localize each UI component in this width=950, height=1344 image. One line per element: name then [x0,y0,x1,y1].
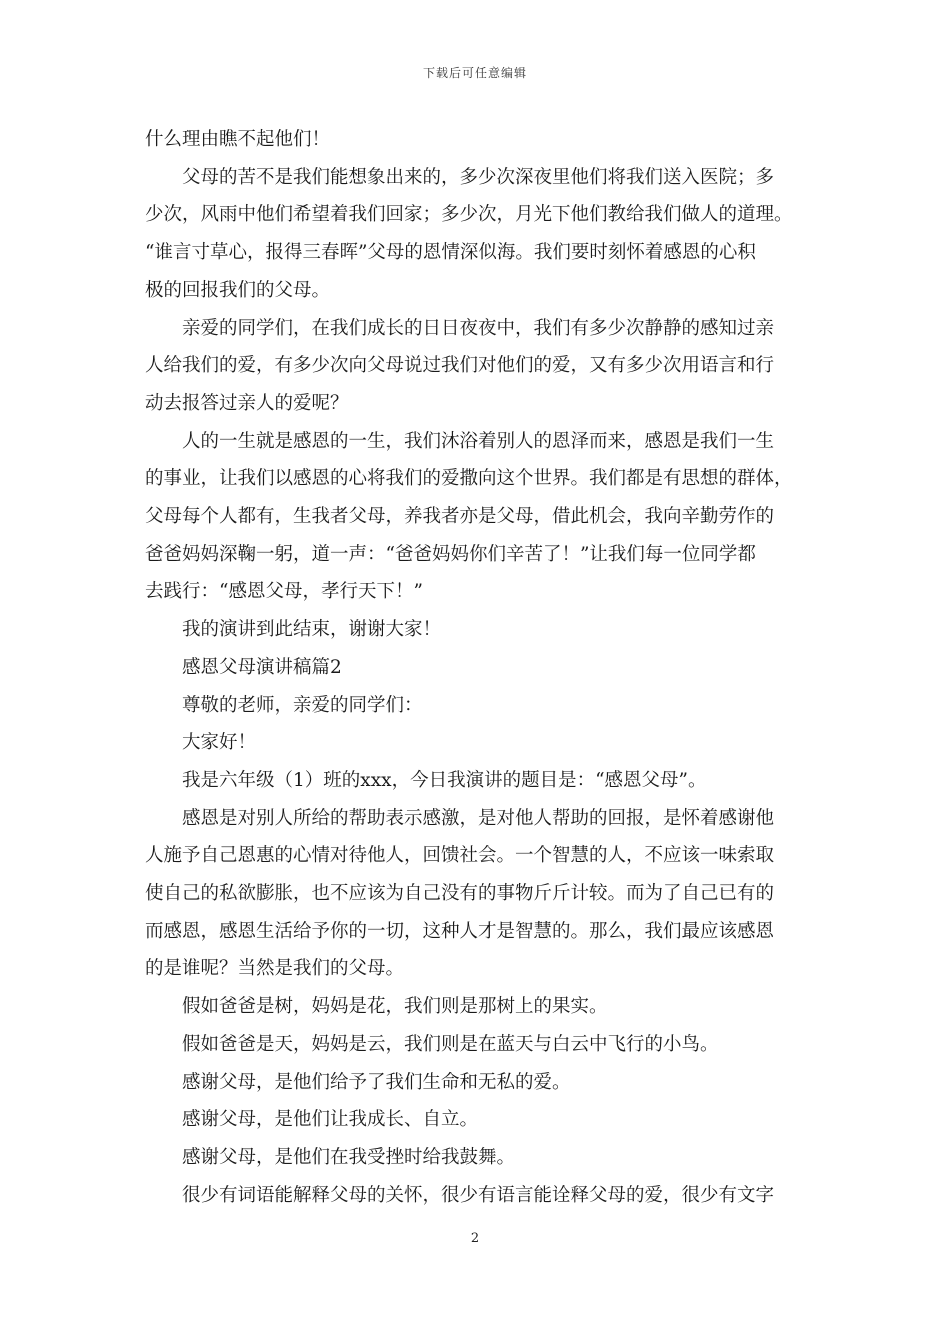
text-line: 假如爸爸是天，妈妈是云，我们则是在蓝天与白云中飞行的小鸟。 [182,1033,719,1055]
text-line: 尊敬的老师，亲爱的同学们： [182,694,423,716]
text-line: 而感恩，感恩生活给予你的一切，这种人才是智慧的。那么，我们最应该感恩 [145,920,775,942]
text-line: 感谢父母，是他们在我受挫时给我鼓舞。 [182,1146,516,1168]
text-line: 使自己的私欲膨胀，也不应该为自己没有的事物斤斤计较。而为了自己已有的 [145,883,775,905]
text-line: 父母每个人都有，生我者父母，养我者亦是父母，借此机会，我向辛勤劳作的 [145,506,775,528]
text-line: 亲爱的同学们，在我们成长的日日夜夜中，我们有多少次静静的感知过亲 [182,317,775,339]
text-line: “谁言寸草心，报得三春晖”父母的恩情深似海。我们要时刻怀着感恩的心积 [145,242,756,264]
text-line: 我是六年级（1）班的xxx，今日我演讲的题目是：“感恩父母”。 [182,769,707,791]
text-line: 动去报答过亲人的爱呢？ [145,392,349,414]
text-line: 什么理由瞧不起他们！ [145,129,331,150]
text-line: 感谢父母，是他们让我成长、自立。 [182,1109,479,1131]
text-line: 的事业，让我们以感恩的心将我们的爱撒向这个世界。我们都是有思想的群体， [145,468,793,490]
page-number: 2 [470,1231,480,1246]
text-line: 感恩父母演讲稿篇2 [182,656,342,678]
text-line: 极的回报我们的父母。 [145,279,331,301]
text-line: 爸爸妈妈深鞠一躬，道一声：“爸爸妈妈你们辛苦了！”让我们每一位同学都 [145,543,756,565]
text-line: 的是谁呢？当然是我们的父母。 [145,958,405,980]
text-line: 人给我们的爱，有多少次向父母说过我们对他们的爱，又有多少次用语言和行 [145,355,775,377]
text-line: 大家好！ [182,732,257,754]
text-line: 少次，风雨中他们希望着我们回家；多少次，月光下他们教给我们做人的道理。 [145,204,793,226]
text-line: 我的演讲到此结束，谢谢大家！ [182,619,442,641]
text-line: 人施予自己恩惠的心情对待他人，回馈社会。一个智慧的人，不应该一味索取 [145,845,775,867]
text-line: 感恩是对别人所给的帮助表示感激，是对他人帮助的回报，是怀着感谢他 [182,807,775,829]
page-header: 下载后可任意编辑 [422,66,527,80]
text-line: 人的一生就是感恩的一生，我们沐浴着别人的恩泽而来，感恩是我们一生 [182,430,775,452]
text-line: 假如爸爸是树，妈妈是花，我们则是那树上的果实。 [182,996,608,1018]
text-line: 去践行：“感恩父母，孝行天下！” [145,581,423,603]
text-line: 父母的苦不是我们能想象出来的，多少次深夜里他们将我们送入医院；多 [182,166,775,188]
text-line: 感谢父母，是他们给予了我们生命和无私的爱。 [182,1071,571,1093]
text-line: 很少有词语能解释父母的关怀，很少有语言能诠释父母的爱，很少有文字 [182,1184,775,1206]
document-body [145,121,815,1214]
